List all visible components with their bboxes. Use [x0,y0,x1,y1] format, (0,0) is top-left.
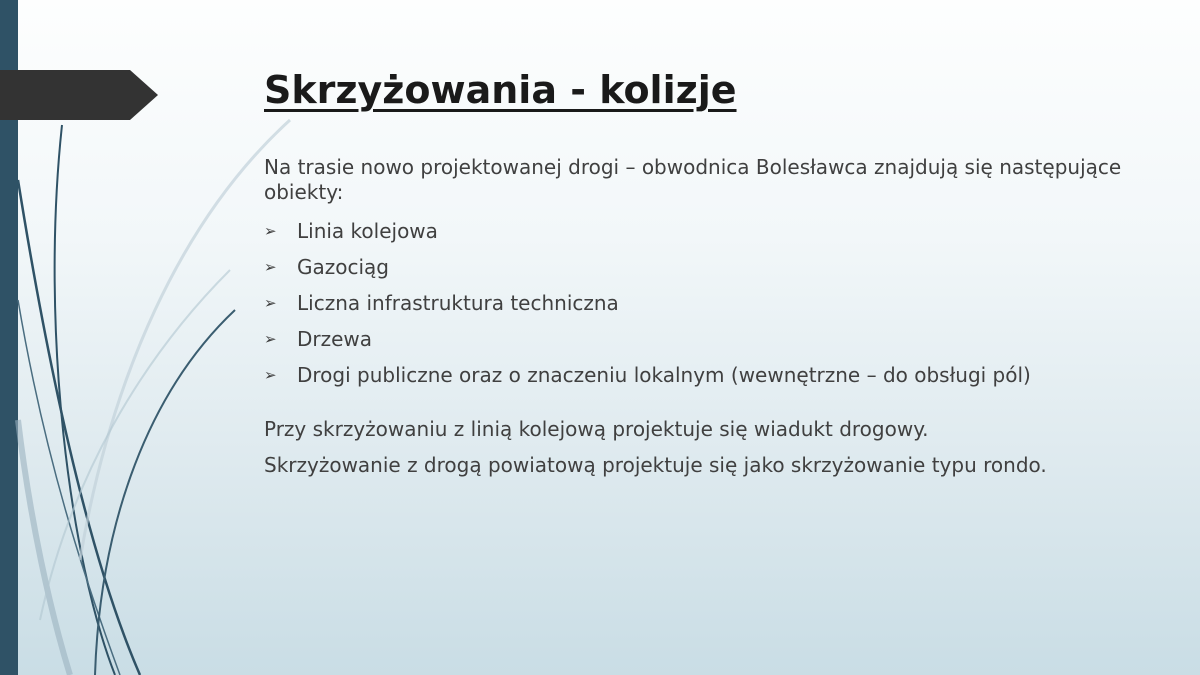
list-item-label: Linia kolejowa [297,219,438,243]
list-item [264,321,1164,357]
list-item-label: Drogi publiczne oraz o znaczeniu lokalnym (wewnętrzne – do obsługi pól) [297,363,1031,387]
list-item-label: Drzewa [297,327,373,351]
arrowhead-bullet-icon: ➢ [264,222,277,240]
arrowhead-bullet-icon: ➢ [264,294,277,312]
slide-title: Skrzyżowania - kolizje [264,68,737,112]
list-item [264,357,1164,393]
arrowhead-bullet-icon: ➢ [264,330,277,348]
arrowhead-bullet-icon: ➢ [264,366,277,384]
list-item [264,213,1164,249]
list-item [264,249,1164,285]
list-item-label: Gazociąg [297,255,389,279]
list-item-label: Liczna infrastruktura techniczna [297,291,619,315]
paragraph-roundabout: Skrzyżowanie z drogą powiatową projektuje się jako skrzyżowanie typu rondo. [264,453,1047,477]
paragraph-railway-viaduct: Przy skrzyżowaniu z linią kolejową projektuje się wiadukt drogowy. [264,417,929,441]
arrowhead-bullet-icon: ➢ [264,258,277,276]
slide-content [264,155,1164,478]
bullet-list [264,213,1164,393]
list-item [264,285,1164,321]
title-tab-shape [0,70,158,120]
intro-text: Na trasie nowo projektowanej drogi – obwodnica Bolesławca znajdują się następujące obiekty: [264,155,1122,204]
